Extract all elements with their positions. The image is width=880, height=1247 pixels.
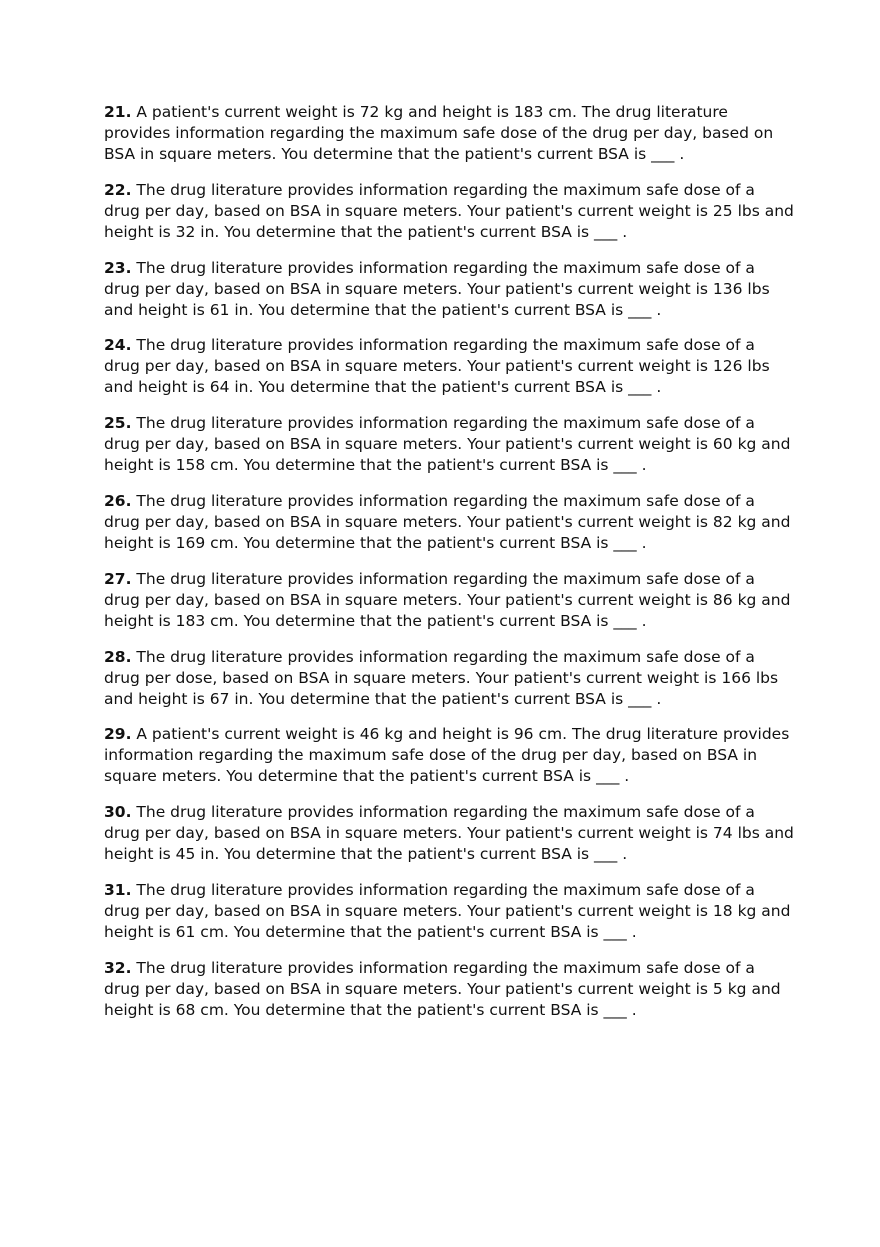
question-item — [104, 958, 794, 1021]
question-item — [104, 102, 794, 165]
question-item — [104, 569, 794, 632]
question-text: The drug literature provides information regarding the maximum safe dose of a drug per day, based on BSA in square meters. Your patient's current weight is 60 kg and height is 158 cm. You determine that the patient's current BSA is ___ . — [104, 414, 791, 475]
question-text: The drug literature provides information regarding the maximum safe dose of a drug per day, based on BSA in square meters. Your patient's current weight is 82 kg and height is 169 cm. You determine that the patient's current BSA is ___ . — [104, 491, 791, 552]
question-item — [104, 647, 794, 710]
question-number: 26. — [104, 491, 132, 510]
question-number: 30. — [104, 803, 132, 822]
question-item — [104, 180, 794, 243]
question-text: The drug literature provides information regarding the maximum safe dose of a drug per dose, based on BSA in square meters. Your patient's current weight is 166 lbs and height is 67 in. You determine that the patient's current BSA is ___ . — [104, 647, 779, 708]
question-text: The drug literature provides information regarding the maximum safe dose of a drug per day, based on BSA in square meters. Your patient's current weight is 25 lbs and height is 32 in. You determine that the patient's current BSA is ___ . — [104, 180, 794, 241]
question-item — [104, 724, 794, 787]
question-item — [104, 258, 794, 321]
question-text: A patient's current weight is 46 kg and height is 96 cm. The drug literature provides information regarding the maximum safe dose of the drug per day, based on BSA in square meters. You determine that the patient's current BSA is ___ . — [104, 725, 790, 786]
question-text: The drug literature provides information regarding the maximum safe dose of a drug per day, based on BSA in square meters. Your patient's current weight is 136 lbs and height is 61 in. You determine that the patient's current BSA is ___ . — [104, 258, 770, 319]
question-number: 32. — [104, 958, 132, 977]
question-text: The drug literature provides information regarding the maximum safe dose of a drug per day, based on BSA in square meters. Your patient's current weight is 126 lbs and height is 64 in. You determine that the patient's current BSA is ___ . — [104, 336, 770, 397]
question-number: 29. — [104, 725, 132, 744]
question-text: A patient's current weight is 72 kg and height is 183 cm. The drug literature provides information regarding the maximum safe dose of the drug per day, based on BSA in square meters. You determine that the patient's current BSA is ___ . — [104, 103, 774, 163]
question-list — [104, 102, 794, 1036]
question-number: 21. — [104, 103, 132, 121]
question-number: 23. — [104, 258, 132, 277]
question-number: 31. — [104, 880, 132, 899]
question-text: The drug literature provides information regarding the maximum safe dose of a drug per day, based on BSA in square meters. Your patient's current weight is 5 kg and height is 68 cm. You determine that the patient's current BSA is ___ . — [104, 958, 781, 1019]
question-text: The drug literature provides information regarding the maximum safe dose of a drug per day, based on BSA in square meters. Your patient's current weight is 74 lbs and height is 45 in. You determine that the patient's current BSA is ___ . — [104, 803, 794, 864]
question-text: The drug literature provides information regarding the maximum safe dose of a drug per day, based on BSA in square meters. Your patient's current weight is 18 kg and height is 61 cm. You determine that the patient's current BSA is ___ . — [104, 880, 791, 941]
question-number: 24. — [104, 336, 132, 355]
question-number: 25. — [104, 414, 132, 433]
question-item — [104, 802, 794, 865]
question-item — [104, 413, 794, 476]
question-number: 22. — [104, 180, 132, 199]
question-number: 28. — [104, 647, 132, 666]
question-text: The drug literature provides information regarding the maximum safe dose of a drug per day, based on BSA in square meters. Your patient's current weight is 86 kg and height is 183 cm. You determine that the patient's current BSA is ___ . — [104, 569, 791, 630]
question-item — [104, 335, 794, 398]
question-item — [104, 491, 794, 554]
question-number: 27. — [104, 569, 132, 588]
question-item — [104, 880, 794, 943]
